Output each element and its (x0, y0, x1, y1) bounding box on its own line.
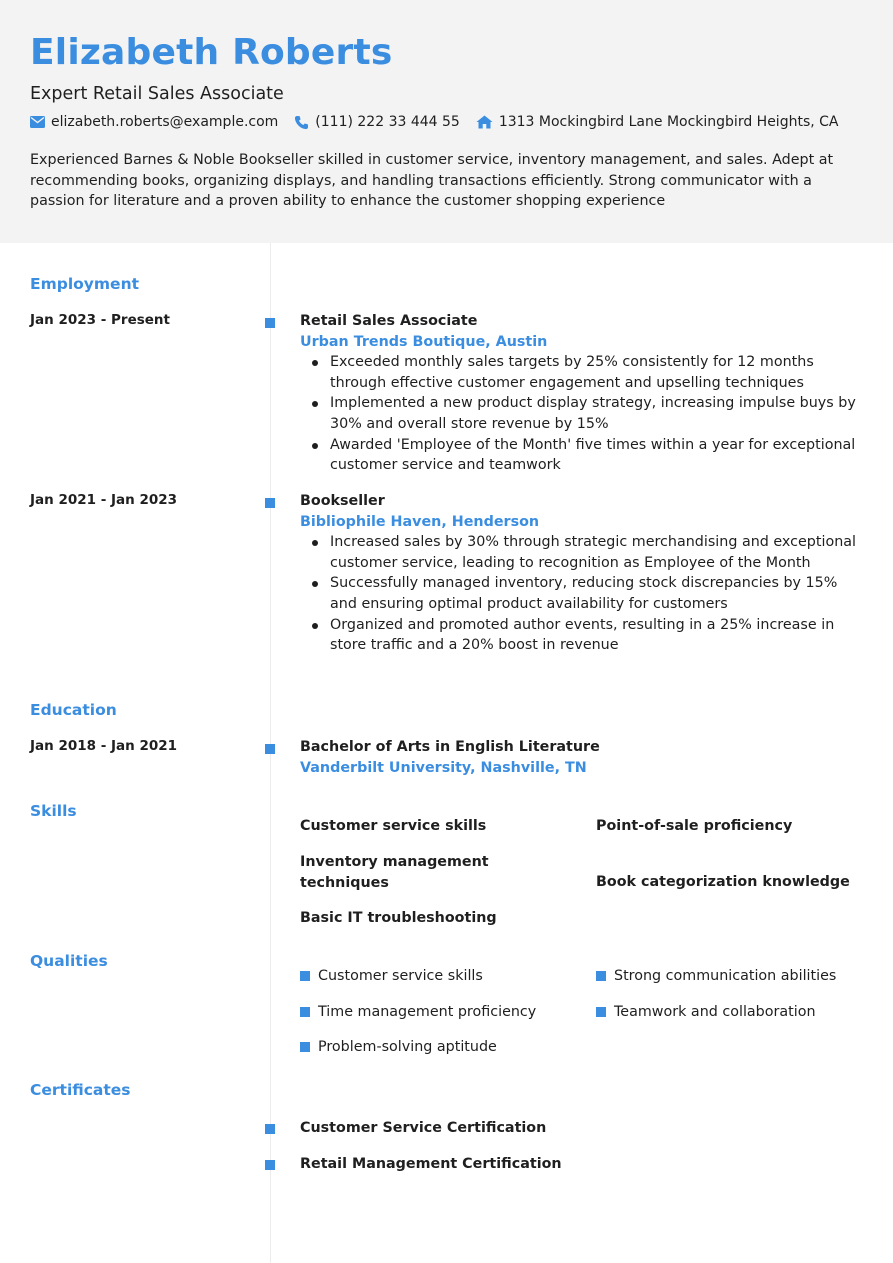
quality-item (300, 966, 483, 987)
bullet-square-icon (300, 1007, 310, 1017)
timeline-marker (265, 1160, 275, 1170)
employment-2-dates: Jan 2021 - Jan 2023 (30, 492, 178, 508)
section-title-qualities: Qualities (30, 952, 108, 970)
timeline-marker (265, 1124, 275, 1134)
employment-2-company: Bibliophile Haven, Henderson (300, 513, 540, 530)
profile-summary: Experienced Barnes & Noble Bookseller skilled in customer service, inventory management, and sales. Adept at recommending books, organizing displays, and handling transactions efficiently. Strong communicator with a passion for literature and a proven ability to enhance the customer shopping experience (30, 152, 834, 210)
skill-item: Basic IT troubleshooting (300, 910, 497, 926)
timeline-marker (265, 744, 275, 754)
skill-item: Customer service skills (300, 818, 487, 834)
employment-1-dates: Jan 2023 - Present (30, 312, 170, 328)
list-item: Exceeded monthly sales targets by 25% consistently for 12 months through effective customer engagement and upselling techniques (300, 352, 865, 393)
section-title-employment: Employment (30, 275, 140, 293)
employment-entry-2 (300, 491, 865, 656)
bullet-square-icon (596, 1007, 606, 1017)
quality-label: Strong communication abilities (614, 968, 837, 984)
list-item: Increased sales by 30% through strategic merchandising and exceptional customer service, leading to recognition as Employee of the Month (300, 532, 865, 573)
quality-item (596, 966, 836, 987)
contact-address (476, 114, 839, 130)
timeline-marker (265, 498, 275, 508)
email-text: elizabeth.roberts@example.com (51, 114, 279, 130)
contact-row (30, 112, 839, 132)
quality-item (300, 1002, 536, 1023)
phone-icon (294, 115, 309, 130)
skill-item: Point-of-sale proficiency (596, 818, 793, 834)
list-item: Implemented a new product display strategy, increasing impulse buys by 30% and overall store revenue by 15% (300, 393, 865, 434)
list-item: Successfully managed inventory, reducing stock discrepancies by 15% and ensuring optimal product availability for customers (300, 573, 865, 614)
employment-2-role: Bookseller (300, 493, 385, 509)
envelope-icon (30, 116, 45, 128)
certificate-item: Retail Management Certification (300, 1156, 562, 1172)
quality-item (596, 1002, 816, 1023)
bullet-square-icon (596, 971, 606, 981)
section-title-certificates: Certificates (30, 1081, 131, 1099)
bullet-square-icon (300, 971, 310, 981)
home-icon (476, 115, 493, 129)
list-item: Awarded 'Employee of the Month' five times within a year for exceptional customer service and teamwork (300, 435, 865, 476)
phone-text: (111) 222 33 444 55 (315, 114, 460, 130)
education-1-school: Vanderbilt University, Nashville, TN (300, 759, 587, 776)
section-title-education: Education (30, 701, 117, 719)
contact-phone[interactable] (294, 114, 460, 130)
education-entry-1 (300, 737, 865, 778)
education-1-dates: Jan 2018 - Jan 2021 (30, 738, 178, 754)
resume-header (0, 0, 893, 243)
employment-1-achievements (300, 352, 865, 476)
timeline-marker (265, 318, 275, 328)
certificate-item: Customer Service Certification (300, 1120, 547, 1136)
contact-email[interactable] (30, 114, 278, 130)
employment-entry-1 (300, 311, 865, 476)
skill-item: Book categorization knowledge (596, 874, 850, 890)
bullet-square-icon (300, 1042, 310, 1052)
quality-label: Customer service skills (318, 968, 483, 984)
list-item: Organized and promoted author events, resulting in a 25% increase in store traffic and a 20% boost in revenue (300, 615, 865, 656)
job-title: Expert Retail Sales Associate (30, 84, 284, 104)
candidate-name: Elizabeth Roberts (30, 32, 393, 73)
quality-label: Teamwork and collaboration (614, 1004, 816, 1020)
skill-item: Inventory management techniques (300, 854, 489, 891)
employment-1-role: Retail Sales Associate (300, 313, 478, 329)
section-title-skills: Skills (30, 802, 77, 820)
employment-2-achievements (300, 532, 865, 656)
quality-item (300, 1037, 497, 1058)
employment-1-company: Urban Trends Boutique, Austin (300, 333, 548, 350)
quality-label: Problem-solving aptitude (318, 1039, 497, 1055)
education-1-degree: Bachelor of Arts in English Literature (300, 739, 600, 755)
quality-label: Time management proficiency (318, 1004, 537, 1020)
address-text: 1313 Mockingbird Lane Mockingbird Heights, CA (498, 114, 839, 130)
